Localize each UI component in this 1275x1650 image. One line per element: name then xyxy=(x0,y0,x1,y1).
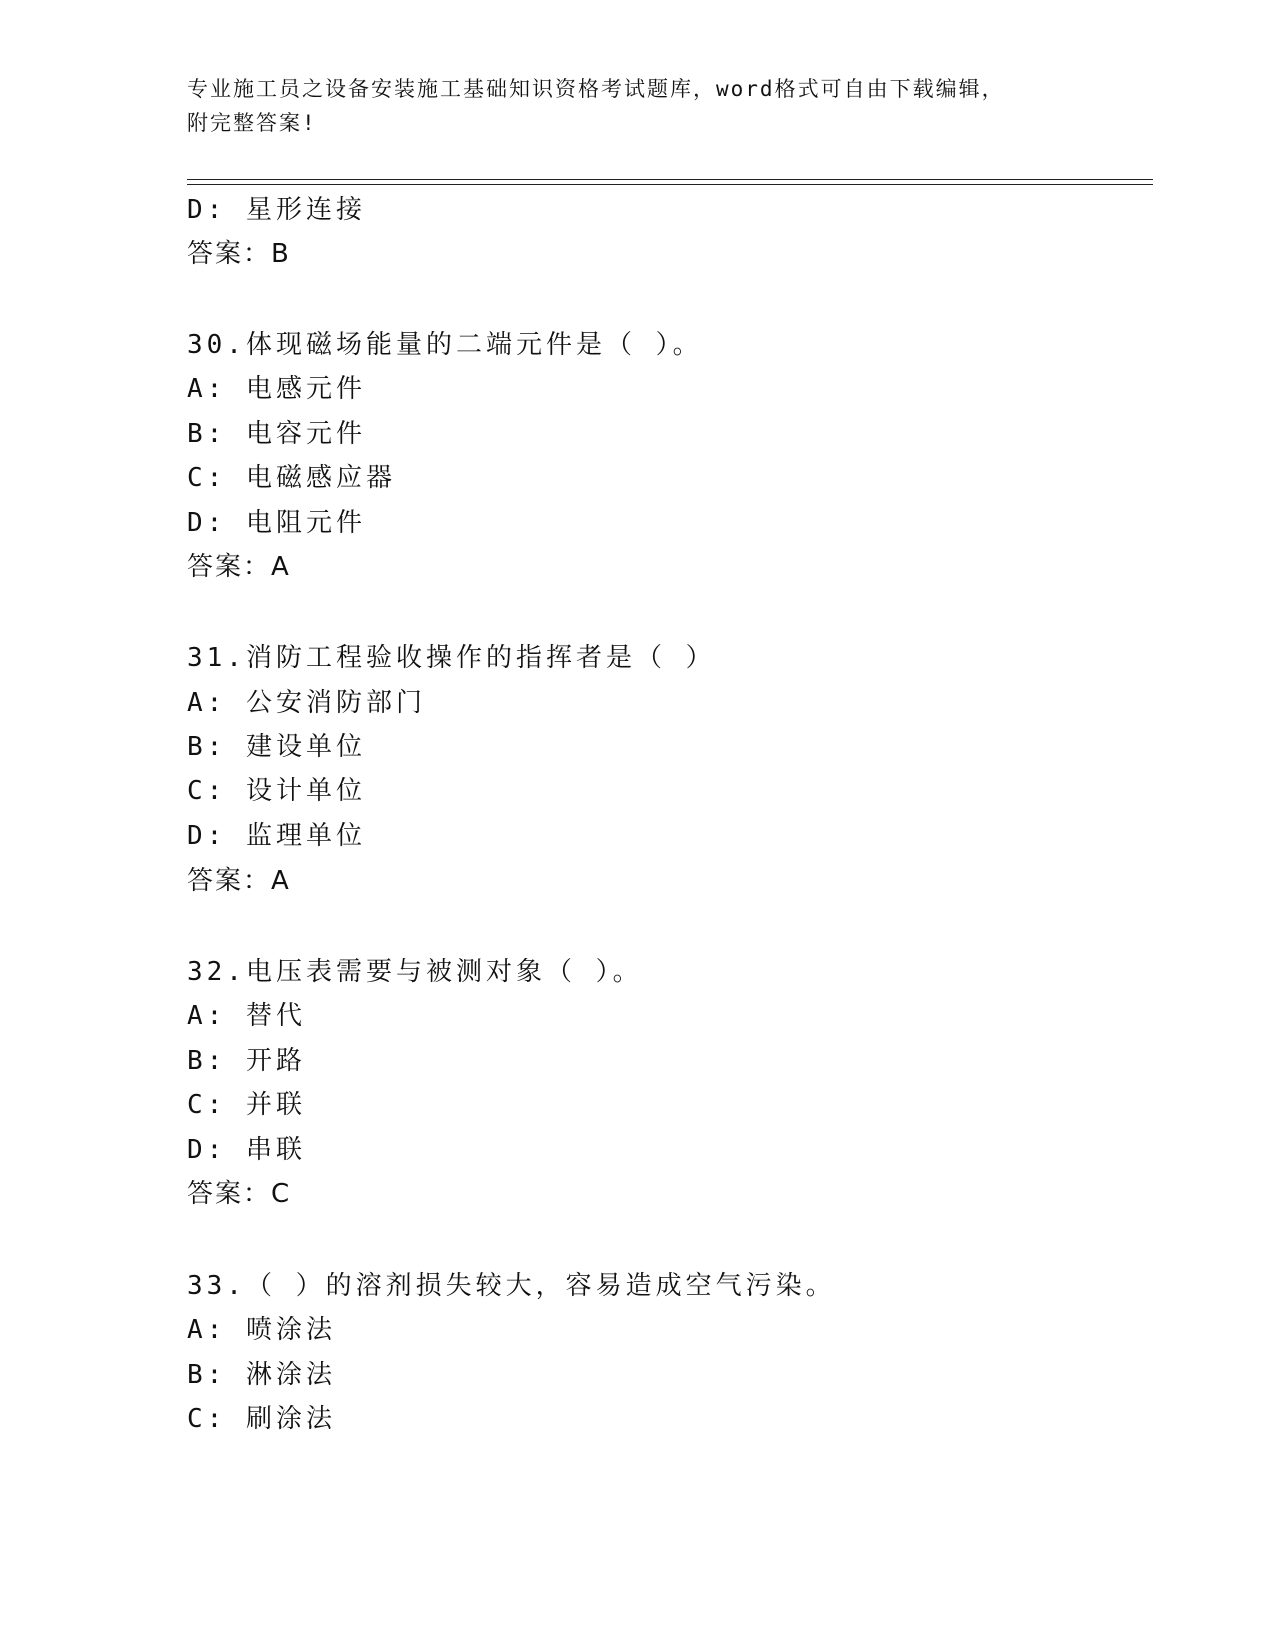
q32-option-b: B: 开路 xyxy=(187,1046,306,1076)
q30-answer: 答案：A xyxy=(187,552,291,582)
q33-stem: 33.（ ）的溶剂损失较大，容易造成空气污染。 xyxy=(187,1271,836,1301)
q31-stem: 31.消防工程验收操作的指挥者是（ ） xyxy=(187,643,716,673)
header-line-1: 专业施工员之设备安装施工基础知识资格考试题库，word格式可自由下载编辑， xyxy=(187,77,1005,101)
q33-option-b: B: 淋涂法 xyxy=(187,1360,336,1390)
header-line-2: 附完整答案! xyxy=(187,111,317,135)
q32-option-d: D: 串联 xyxy=(187,1135,306,1165)
q30-option-c: C: 电磁感应器 xyxy=(187,463,396,493)
q32-option-c: C: 并联 xyxy=(187,1090,306,1120)
q30-option-b: B: 电容元件 xyxy=(187,419,366,449)
q33-option-c: C: 刷涂法 xyxy=(187,1404,336,1434)
q30-option-d: D: 电阻元件 xyxy=(187,508,366,538)
prev-option-d: D: 星形连接 xyxy=(187,195,366,225)
document-header xyxy=(187,72,1087,140)
q31-answer: 答案：A xyxy=(187,866,291,896)
q31-option-a: A: 公安消防部门 xyxy=(187,688,426,718)
header-divider-top xyxy=(187,179,1153,180)
q32-stem: 32.电压表需要与被测对象（ ）。 xyxy=(187,957,643,987)
q30-option-a: A: 电感元件 xyxy=(187,374,366,404)
q31-option-b: B: 建设单位 xyxy=(187,732,366,762)
q31-option-c: C: 设计单位 xyxy=(187,776,366,806)
q33-option-a: A: 喷涂法 xyxy=(187,1315,336,1345)
q32-answer: 答案：C xyxy=(187,1179,292,1209)
prev-answer: 答案：B xyxy=(187,239,291,269)
header-divider-bottom xyxy=(187,184,1153,185)
q31-option-d: D: 监理单位 xyxy=(187,821,366,851)
q32-option-a: A: 替代 xyxy=(187,1001,306,1031)
q30-stem: 30.体现磁场能量的二端元件是（ ）。 xyxy=(187,330,703,360)
